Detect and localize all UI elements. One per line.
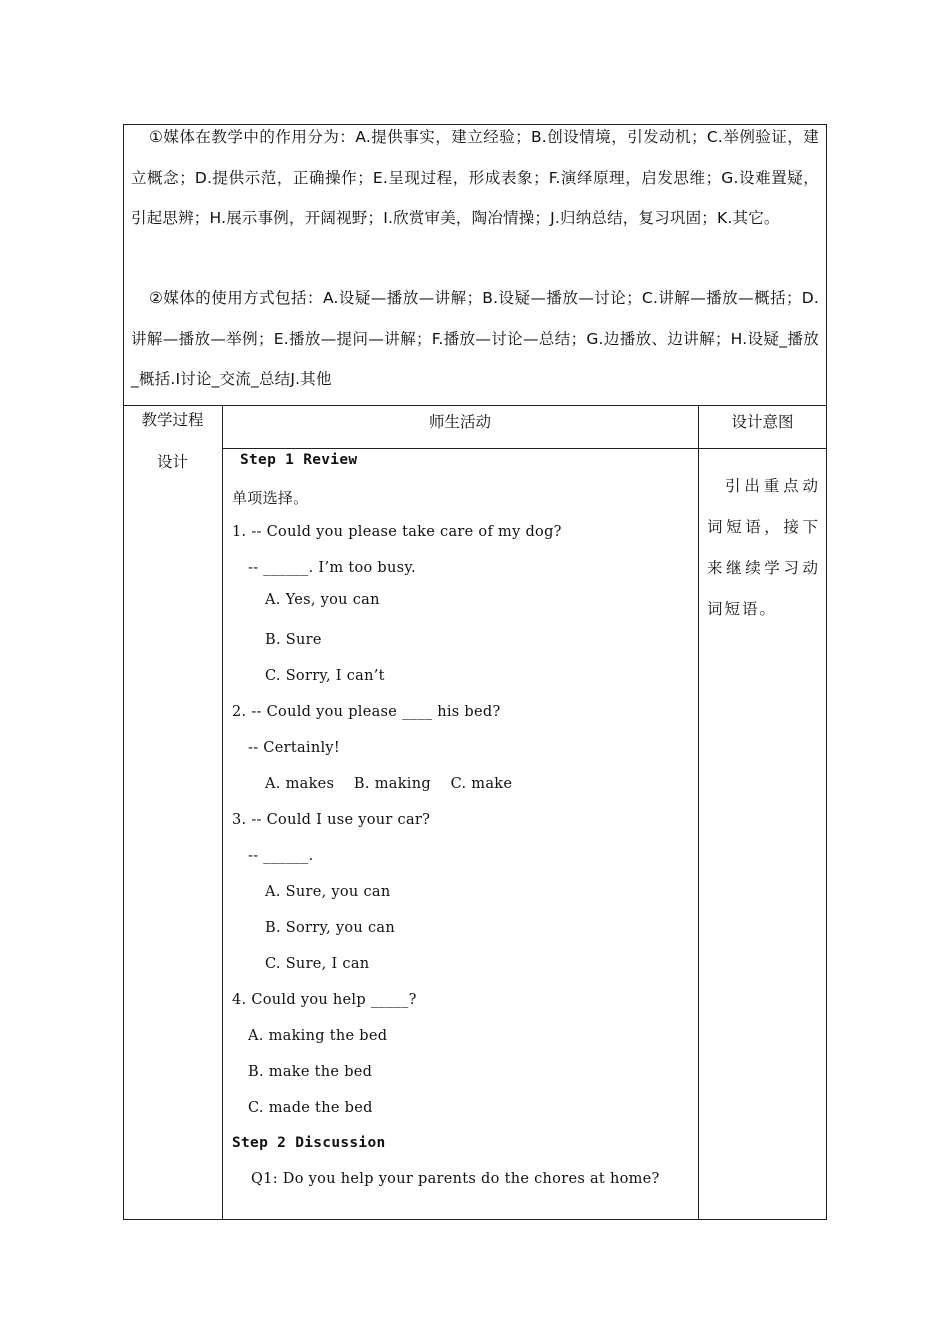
step2-heading: Step 2 Discussion — [232, 1135, 386, 1151]
q4-option-a: A. making the bed — [248, 1028, 388, 1044]
step1-heading: Step 1 Review — [240, 452, 358, 468]
q3-option-c: C. Sure, I can — [265, 956, 370, 972]
q4-option-c: C. made the bed — [248, 1100, 373, 1116]
q4-question: 4. Could you help _____? — [232, 992, 417, 1008]
col-intent-header: 设计意图 — [731, 413, 794, 431]
q3-reply: -- ______. — [248, 848, 314, 864]
design-intent-text: 引出重点动词短语，接下来继续学习动词短语。 — [707, 477, 820, 618]
design-label: 设计 — [156, 453, 188, 471]
col-activity-header: 师生活动 — [428, 413, 491, 431]
q3-question: 3. -- Could I use your car? — [232, 812, 431, 828]
column-divider-1 — [222, 405, 223, 1220]
teaching-process-label: 教学过程 — [141, 411, 204, 429]
q1-option-a: A. Yes, you can — [265, 592, 380, 608]
q1-option-b: B. Sure — [265, 632, 322, 648]
discussion-question-1: Q1: Do you help your parents do the chores at home? — [251, 1171, 660, 1187]
col-teaching-process-header — [123, 408, 222, 472]
q3-option-a: A. Sure, you can — [265, 884, 391, 900]
instruction-text: 单项选择。 — [232, 489, 309, 507]
q2-question: 2. -- Could you please ____ his bed? — [232, 704, 501, 720]
q3-option-b: B. Sorry, you can — [265, 920, 395, 936]
media-role-paragraph: ①媒体在教学中的作用分为：A.提供事实，建立经验；B.创设情境，引发动机；C.举例验证，建立概念；D.提供示范，正确操作；E.呈现过程，形成表象；F.演绎原理，启发思维；G.设难置疑，引起思辨；H.展示事例，开阔视野；I.欣赏审美，陶冶情操；J.归纳总结，复习巩固；K.其它。 — [131, 128, 819, 227]
q2-reply: -- Certainly! — [248, 740, 341, 756]
q4-option-b: B. make the bed — [248, 1064, 373, 1080]
intro-row-divider — [123, 405, 827, 406]
header-row-divider — [222, 448, 827, 449]
q1-option-c: C. Sorry, I can’t — [265, 668, 385, 684]
q1-reply: -- ______. I’m too busy. — [248, 560, 416, 576]
media-usage-paragraph: ②媒体的使用方式包括：A.设疑—播放—讲解；B.设疑—播放—讨论；C.讲解—播放—概括；D.讲解—播放—举例；E.播放—提问—讲解；F.播放—讨论—总结；G.边播放、边讲解；H.设疑_播放_概括.I讨论_交流_总结J.其他 — [131, 289, 819, 388]
q1-question: 1. -- Could you please take care of my dog? — [232, 524, 562, 540]
q2-options: A. makes B. making C. make — [265, 776, 513, 792]
column-divider-2 — [698, 405, 699, 1220]
